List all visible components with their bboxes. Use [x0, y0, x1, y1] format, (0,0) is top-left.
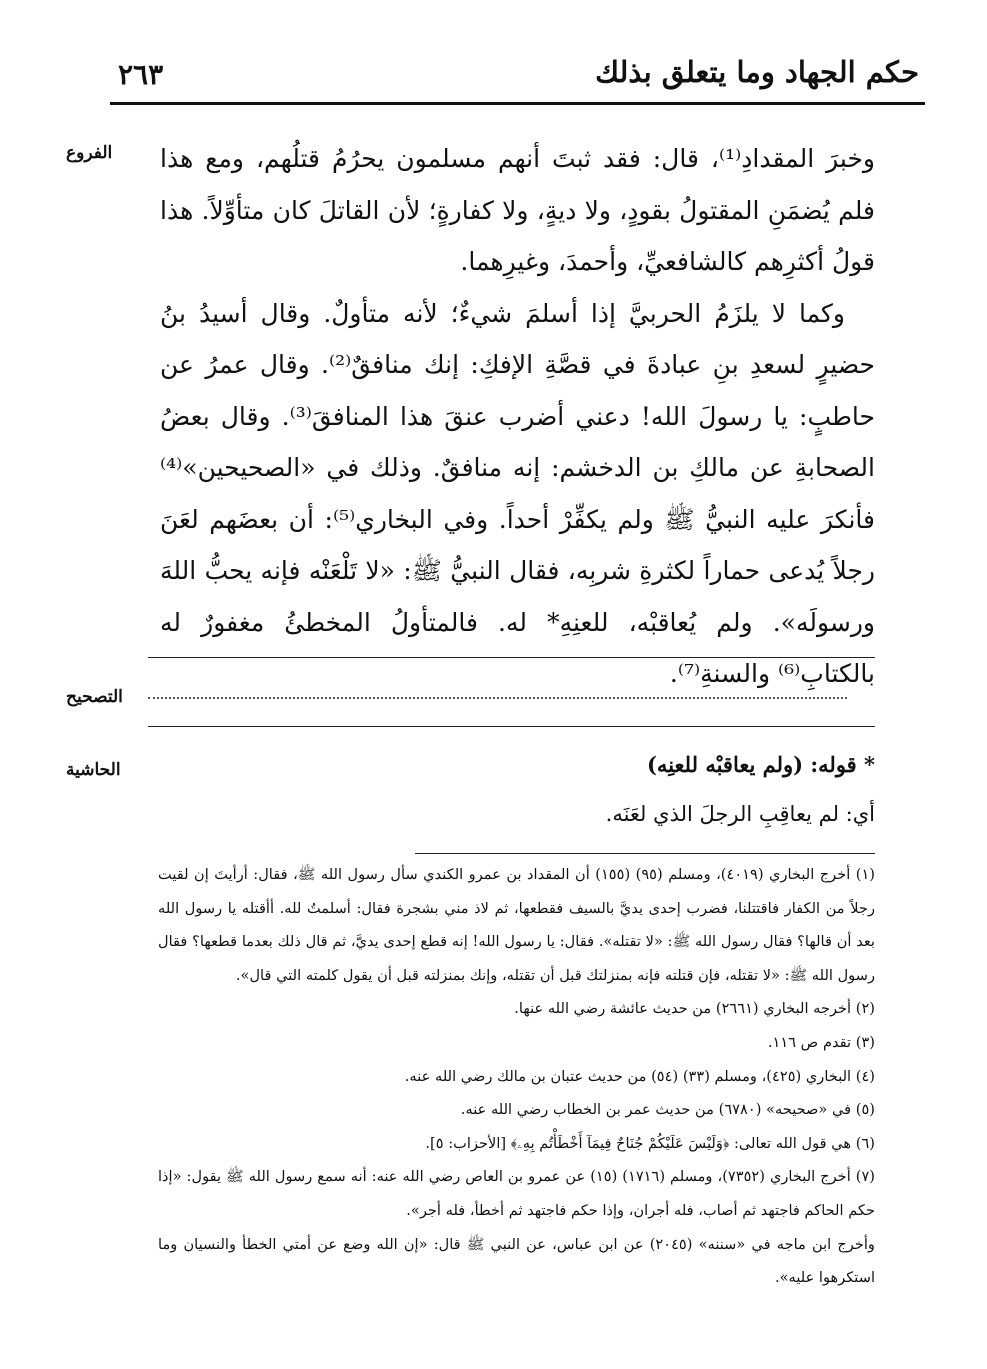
main-text [160, 133, 875, 700]
footnote: وأخرج ابن ماجه في «سننه» (٢٠٤٥) عن ابن عباس، عن النبي ﷺ قال: «إن الله وضع عن أمتي الخطأ والنسيان وما استكرهوا عليه». [158, 1235, 875, 1287]
side-label-furoo: الفروع [66, 143, 113, 163]
tashih-dotted-line [148, 697, 847, 699]
side-label-hashiya: الحاشية [66, 760, 121, 780]
footnote: (٥) في «صحيحه» (٦٧٨٠) من حديث عمر بن الخطاب رضي الله عنه. [460, 1101, 875, 1119]
footnote-rule [415, 853, 875, 854]
footnote: (١) أخرج البخاري (٤٠١٩)، ومسلم (٩٥) (١٥٥) أن المقداد بن عمرو الكندي سأل رسول الله ﷺ، فقال: أرأيتَ إن لقيت رجلاً من الكفار فاقتتلنا، فضرب إحدى يديَّ بالسيف فقطعها، ثم لاذ مني بشجرة فقال: أسلمتُ لله. أأقتله يا رسول الله بعد أن قالها؟ فقال رسول الله ﷺ: «لا تقتله». فقال: يا رسول الله! إنه قطع إحدى يديَّ، ثم قال ذلك بعدما قطعها؟ فقال رسول الله ﷺ: «لا تقتله، فإن قتلته فإنه بمنزلتك قبل أن تقتله، وإنك بمنزلته قبل أن يقول كلمته التي قال». [158, 866, 875, 984]
footnote: (٣) تقدم ص ١١٦. [767, 1033, 875, 1051]
footnote: (٦) هي قول الله تعالى: ﴿وَلَيْسَ عَلَيْكُمْ جُنَاحٌ فِيمَآ أَخْطَأْتُم بِهِۦ﴾ [الأحزاب: ٥]. [425, 1134, 875, 1152]
section-rule [148, 657, 875, 658]
page-number: ٢٦٣ [118, 58, 164, 91]
footnote: (٢) أخرجه البخاري (٢٦٦١) من حديث عائشة رضي الله عنها. [514, 1000, 875, 1018]
side-label-tashih: التصحيح [66, 687, 123, 707]
footnote: (٤) البخاري (٤٢٥)، ومسلم (٣٣) (٥٤) من حديث عتبان بن مالك رضي الله عنه. [404, 1067, 875, 1085]
main-paragraph: وخبرَ المقدادِ⁽¹⁾، قال: فقد ثبتَ أنهم مسلمون يحرُمُ قتلُهم، ومع هذا فلم يُضمَنِ المقتولُ بقودٍ، ولا ديةٍ، ولا كفارةٍ؛ لأن القاتلَ كان متأوِّلاً. هذا قولُ أكثرِهم كالشافعيِّ، وأحمدَ، وغيرِهما. [160, 144, 875, 276]
running-header-title: حكم الجهاد وما يتعلق بذلك [595, 55, 919, 89]
hashiya-heading: * قوله: (ولم يعاقبْه للعنِه) [647, 752, 875, 777]
footnotes [158, 858, 875, 1295]
main-paragraph: وكما لا يلزَمُ الحربيَّ إذا أسلمَ شيءٌ؛ لأنه متأولٌ. وقال أسيدُ بنُ حضيرٍ لسعدِ بنِ عبادةَ في قصَّةِ الإفكِ: إنك منافقٌ⁽²⁾. وقال عمرُ عن حاطبٍ: يا رسولَ الله! دعني أضرب عنقَ هذا المنافقَ⁽³⁾. وقال بعضُ الصحابةِ عن مالكِ بن الدخشم: إنه منافقٌ. وذلك في «الصحيحين»⁽⁴⁾ فأنكرَ عليه النبيُّ ﷺ ولم يكفِّرْ أحداً. وفي البخاري⁽⁵⁾: أن بعضَهم لعَنَ رجلاً يُدعى حماراً لكثرةِ شربِه، فقال النبيُّ ﷺ: «لا تَلْعَنْه فإنه يحبُّ اللهَ ورسولَه». ولم يُعاقبْه، للعنِهِ* له. فالمتأولُ المخطئُ مغفورٌ له بالكتابِ⁽⁶⁾ والسنةِ⁽⁷⁾. [160, 298, 875, 688]
header-rule [110, 102, 925, 105]
hashiya-body: أي: لم يعاقِبِ الرجلَ الذي لعَنَه. [605, 802, 875, 826]
footnote: (٧) أخرج البخاري (٧٣٥٢)، ومسلم (١٧١٦) (١٥) عن عمرو بن العاص رضي الله عنه: أنه سمع رسول الله ﷺ يقول: «إذا حكم الحاكم فاجتهد ثم أصاب، فله أجران، وإذا حكم فاجتهد ثم أخطأ، فله أجر». [158, 1168, 875, 1219]
section-rule [148, 726, 875, 727]
